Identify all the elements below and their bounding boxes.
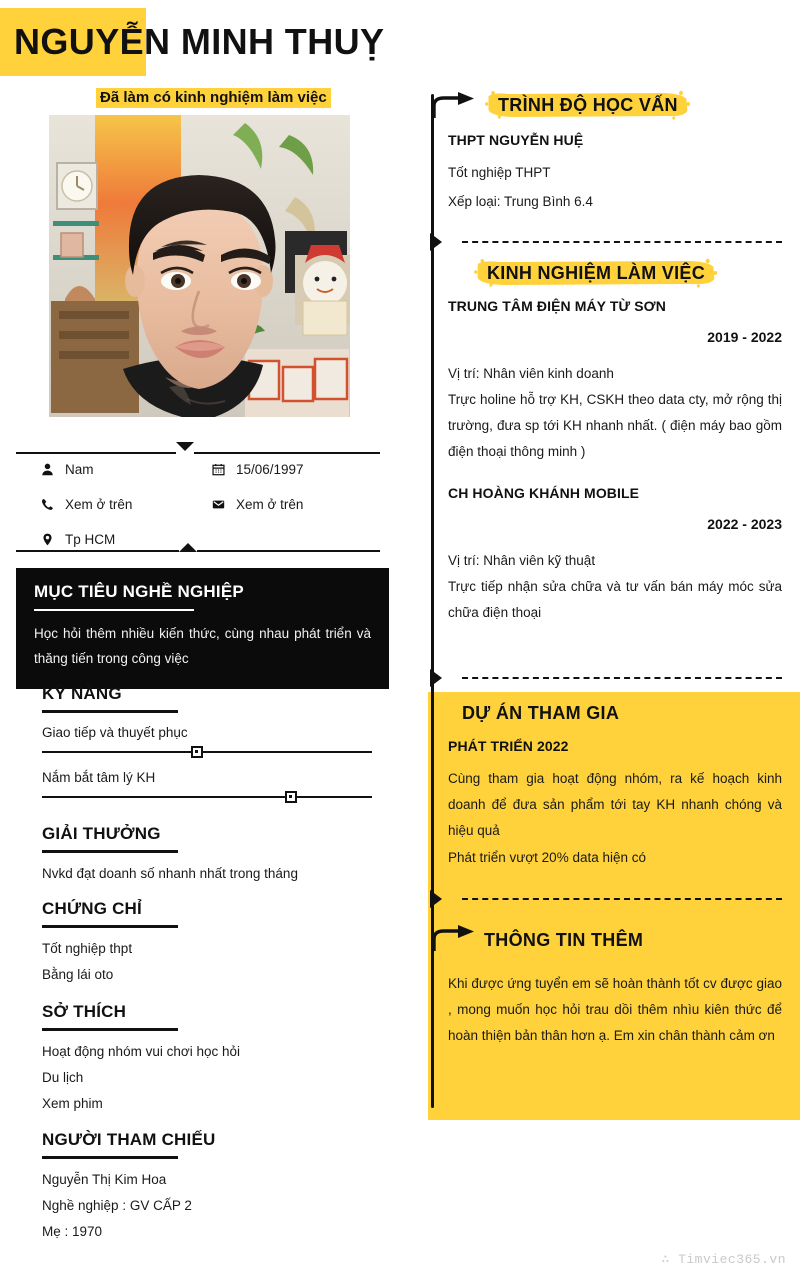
info-value-birthday: 15/06/1997 xyxy=(236,462,304,477)
hobbies-underline xyxy=(42,1028,178,1031)
experience-org: CH HOÀNG KHÁNH MOBILE xyxy=(448,485,640,501)
hobbies-item: Hoạt động nhóm vui chơi học hỏi xyxy=(42,1043,240,1059)
info-row-phone xyxy=(40,497,132,512)
career-objective-text: Học hỏi thêm nhiều kiến thức, cùng nhau phát triển và thăng tiến trong công việc xyxy=(34,626,371,666)
page-title: NGUYỄN MINH THUỴ xyxy=(14,21,385,62)
location-pin-icon xyxy=(40,533,55,546)
section-certificates xyxy=(42,899,382,988)
avatar-photo xyxy=(49,115,350,417)
skill-label: Nắm bắt tâm lý KH xyxy=(42,769,156,785)
section-hobbies xyxy=(42,1002,382,1117)
references-underline xyxy=(42,1156,178,1159)
projects-extra: Phát triển vượt 20% data hiện có xyxy=(448,850,647,865)
skill-slider[interactable] xyxy=(42,746,372,758)
section-experience xyxy=(420,258,800,620)
references-item: Mẹ : 1970 xyxy=(42,1223,103,1239)
references-item: Nguyễn Thị Kim Hoa xyxy=(42,1171,167,1187)
references-item: Nghề nghiệp : GV CẤP 2 xyxy=(42,1197,192,1213)
awards-item: Nvkd đạt doanh số nhanh nhất trong tháng xyxy=(42,865,298,881)
experience-badge-wrap xyxy=(420,258,800,288)
divider-arrow xyxy=(430,233,442,251)
section-references xyxy=(42,1130,382,1245)
experience-title-badge xyxy=(473,258,719,288)
info-value-email: Xem ở trên xyxy=(236,497,304,512)
education-title: TRÌNH ĐỘ HỌC VẤN xyxy=(498,95,678,115)
info-row-address xyxy=(40,532,115,547)
section-skills xyxy=(42,684,382,803)
experience-description: Trực holine hỗ trợ KH, CSKH theo data cty, mở rộng thị trường, đưa sp tới KH nhanh nhất. ( điện máy bao gồm điện thoại thông minh ) xyxy=(448,392,782,459)
experience-job xyxy=(448,485,782,626)
skill-item xyxy=(42,723,382,758)
education-school: THPT NGUYỄN HUỆ xyxy=(448,132,584,148)
education-detail: Tốt nghiệp THPT xyxy=(448,165,551,180)
hobbies-item: Xem phim xyxy=(42,1095,103,1111)
section-divider-dashed xyxy=(462,677,782,679)
skill-track xyxy=(42,796,372,799)
info-value-gender: Nam xyxy=(65,462,94,477)
right-column xyxy=(420,0,800,1279)
divider-triangle-down xyxy=(176,442,194,451)
projects-name: PHÁT TRIỂN 2022 xyxy=(448,738,569,754)
education-title-badge xyxy=(484,90,692,120)
divider-triangle-up xyxy=(179,543,197,552)
experience-org: TRUNG TÂM ĐIỆN MÁY TỪ SƠN xyxy=(448,298,666,314)
section-divider-dashed xyxy=(462,241,782,243)
skills-title: KỸ NĂNG xyxy=(42,684,122,703)
certificates-underline xyxy=(42,925,178,928)
experience-date: 2022 - 2023 xyxy=(707,516,782,532)
skill-label: Giao tiếp và thuyết phục xyxy=(42,724,188,740)
skill-knob[interactable] xyxy=(191,746,203,758)
additional-title: THÔNG TIN THÊM xyxy=(484,930,644,950)
career-objective-block xyxy=(16,568,389,689)
awards-underline xyxy=(42,850,178,853)
projects-title: DỰ ÁN THAM GIA xyxy=(462,703,620,723)
awards-title: GIẢI THƯỞNG xyxy=(42,824,161,843)
additional-text: Khi được ứng tuyển em sẽ hoàn thành tốt cv được giao , mong muốn học hỏi trau dồi thêm nhìu kiên thức để hoàn thiện bản thân hơn ạ. Em xin chân thành cảm ơn xyxy=(448,976,782,1043)
tagline: Đã làm có kinh nghiệm làm việc xyxy=(96,88,331,108)
divider-arrow xyxy=(430,890,442,908)
references-title: NGƯỜI THAM CHIẾU xyxy=(42,1130,216,1149)
calendar-icon xyxy=(211,463,226,476)
phone-icon xyxy=(40,498,55,511)
mail-icon xyxy=(211,498,226,511)
skill-slider[interactable] xyxy=(42,791,372,803)
certificates-title: CHỨNG CHỈ xyxy=(42,899,142,918)
info-divider-top-left xyxy=(16,452,176,454)
hobbies-title: SỞ THÍCH xyxy=(42,1002,127,1021)
certificates-item: Bằng lái oto xyxy=(42,966,114,982)
watermark: ∴ Timviec365.vn xyxy=(661,1252,786,1267)
yellow-panel-background xyxy=(428,692,800,1120)
career-objective-title: MỤC TIÊU NGHỀ NGHIỆP xyxy=(34,582,244,601)
experience-description: Trực tiếp nhận sửa chữa và tư vấn bán máy móc sửa chữa điện thoại xyxy=(448,579,782,620)
info-divider-bottom-right xyxy=(197,550,380,552)
career-objective-underline xyxy=(34,609,194,611)
education-detail: Xếp loại: Trung Bình 6.4 xyxy=(448,194,593,209)
info-row-email xyxy=(211,497,303,512)
education-badge-wrap xyxy=(420,90,800,120)
info-divider-bottom-left xyxy=(16,550,179,552)
info-row-gender xyxy=(40,462,94,477)
person-icon xyxy=(40,463,55,476)
experience-job xyxy=(448,298,782,465)
experience-title: KINH NGHIỆM LÀM VIỆC xyxy=(487,263,706,283)
info-value-address: Tp HCM xyxy=(65,532,116,547)
section-divider-dashed xyxy=(462,898,782,900)
info-divider-top-right xyxy=(194,452,380,454)
divider-arrow xyxy=(430,669,442,687)
section-education xyxy=(420,90,800,209)
section-awards xyxy=(42,824,382,887)
info-value-phone: Xem ở trên xyxy=(65,497,133,512)
certificates-item: Tốt nghiệp thpt xyxy=(42,940,133,956)
additional-hook-arrow xyxy=(432,925,478,953)
projects-description: Cùng tham gia hoạt động nhóm, ra kế hoạch kinh doanh để đưa sản phẩm tới tay KH nhanh chóng và hiệu quả xyxy=(448,771,782,838)
info-row-birthday xyxy=(211,462,304,477)
experience-position: Vị trí: Nhân viên kinh doanh xyxy=(448,366,614,381)
hobbies-item: Du lịch xyxy=(42,1069,84,1085)
experience-date: 2019 - 2022 xyxy=(707,329,782,345)
skill-knob[interactable] xyxy=(285,791,297,803)
skill-track xyxy=(42,751,372,754)
avatar xyxy=(49,115,350,417)
skill-item xyxy=(42,768,382,803)
experience-position: Vị trí: Nhân viên kỹ thuật xyxy=(448,553,596,568)
skills-underline xyxy=(42,710,178,713)
